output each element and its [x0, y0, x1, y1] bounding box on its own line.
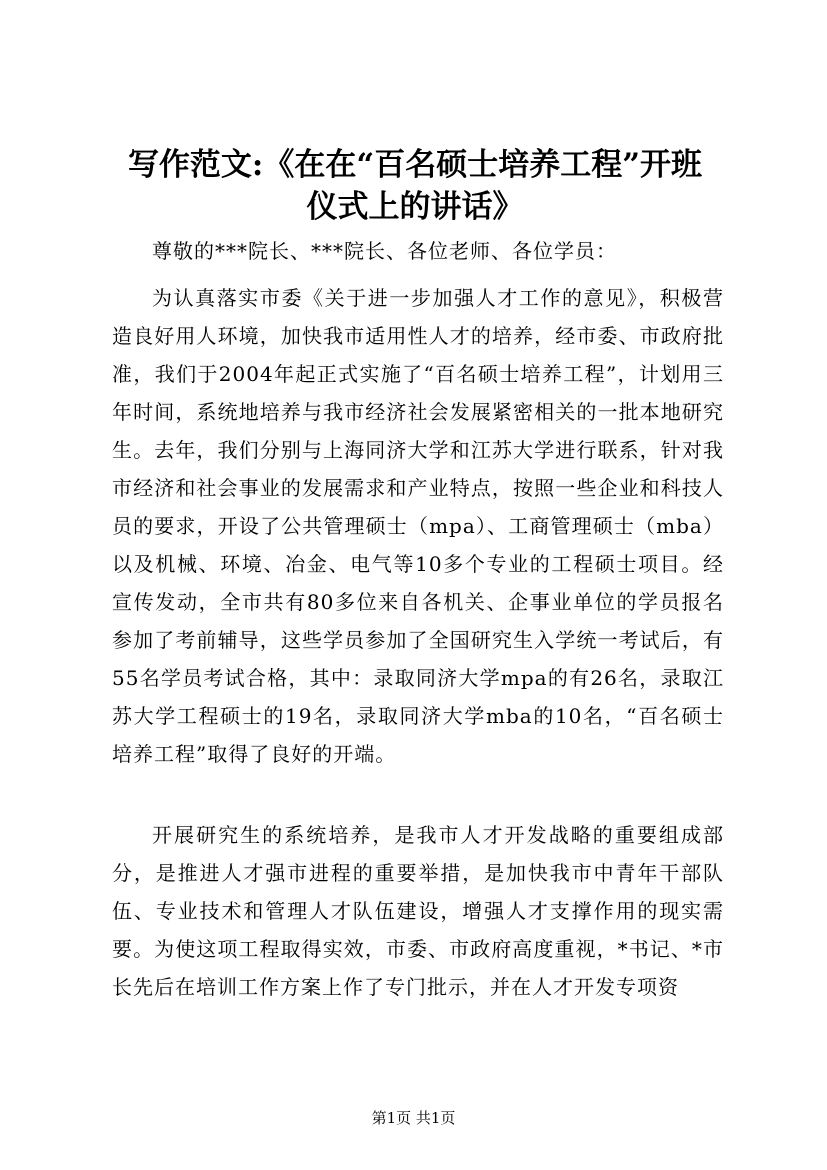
greeting: 尊敬的***院长、***院长、各位老师、各位学员： — [152, 239, 617, 263]
page-footer: 第1页 共1页 — [371, 1109, 456, 1127]
paragraph-2: 开展研究生的系统培养，是我市人才开发战略的重要组成部分，是推进人才强市进程的重要举措，是加快我市中青年干部队伍、专业技术和管理人才队伍建设，增强人才支撑作用的现实需要。为使这项工程取得实效，市委、市政府高度重视，*书记、*市长先后在培训工作方案上作了专门批示，并在人才开发专项资 — [112, 823, 724, 999]
paragraph-1: 为认真落实市委《关于进一步加强人才工作的意见》，积极营造良好用人环境，加快我市适用性人才的培养，经市委、市政府批准，我们于2004年起正式实施了“百名硕士培养工程”，计划用三年时间，系统地培养与我市经济社会发展紧密相关的一批本地研究生。去年，我们分别与上海同济大学和江苏大学进行联系，针对我市经济和社会事业的发展需求和产业特点，按照一些企业和科技人员的要求，开设了公共管理硕士（mpa）、工商管理硕士（mba）以及机械、环境、冶金、电气等10多个专业的工程硕士项目。经宣传发动，全市共有80多位来自各机关、企事业单位的学员报名参加了考前辅导，这些学员参加了全国研究生入学统一考试后，有55名学员考试合格，其中：录取同济大学mpa的有26名，录取江苏大学工程硕士的19名，录取同济大学mba的10名，“百名硕士培养工程”取得了良好的开端。 — [112, 286, 724, 766]
title-line-1: 写作范文:《在在“百名硕士培养工程”开班 — [127, 147, 703, 183]
title-line-2: 仪式上的讲话》 — [306, 189, 524, 225]
